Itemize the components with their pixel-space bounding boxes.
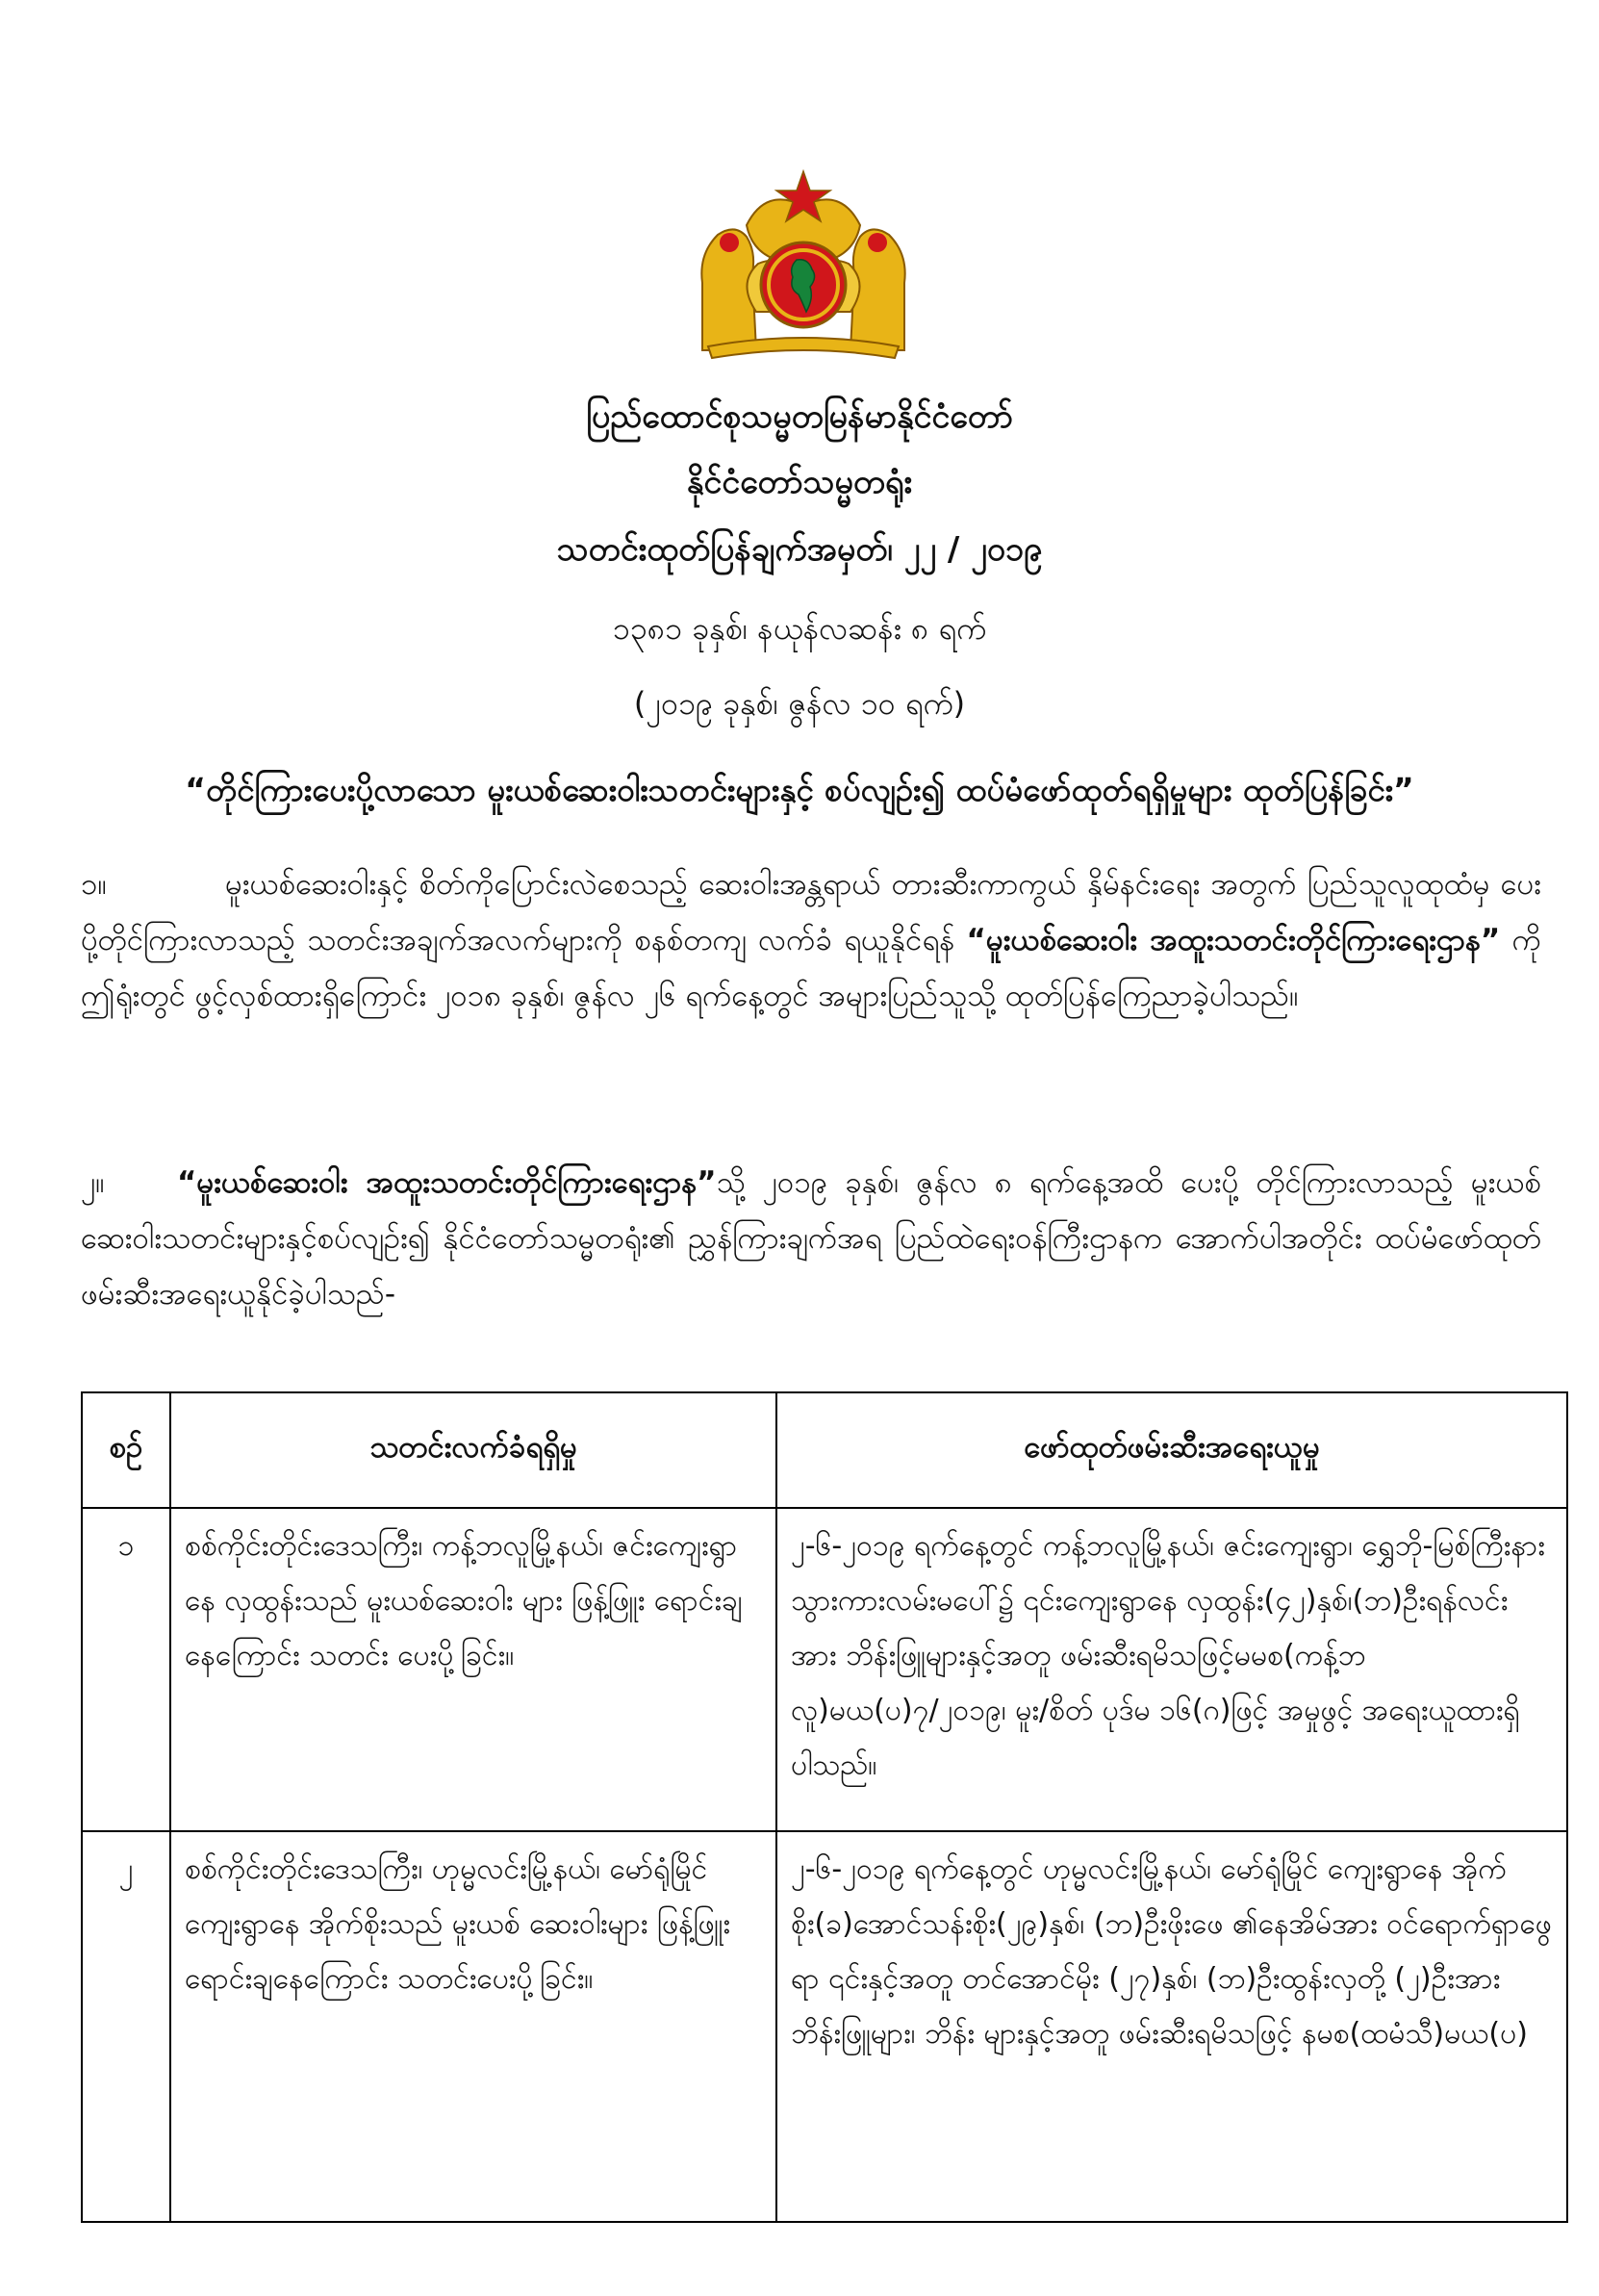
report-table <box>81 1391 1568 2223</box>
office-name: နိုင်ငံတော်သမ္မတရုံး <box>686 463 913 501</box>
subject-heading: “တိုင်ကြားပေးပို့လာသော မူးယစ်ဆေးဝါးသတင်းများနှင့် စပ်လျဉ်း၍ ထပ်မံဖော်ထုတ်ရရှိမှုများ ထုတ်ပြန်ခြင်း” <box>185 771 1414 808</box>
paragraph-number: ၂။ <box>81 1165 105 1200</box>
column-header-info: သတင်းလက်ခံရရှိမှု <box>170 1392 776 1508</box>
paragraph-2 <box>81 1155 1541 1322</box>
table-header-row <box>82 1392 1567 1508</box>
row-action: ၂-၆-၂၀၁၉ ရက်နေ့တွင် ဟုမ္မလင်းမြို့နယ်၊ မော်ရုံမြိုင် ကျေးရွာနေ အိုက်စိုး(ခ)အောင်သန်းစိုး(၂၉)နှစ်၊ (ဘ)ဦးဖိုးဖေ ၏နေအိမ်အား ဝင်ရောက်ရှာဖွေရာ ၎င်းနှင့်အတူ တင်အောင်မိုး (၂၇)နှစ်၊ (ဘ)ဦးထွန်းလှတို့ (၂)ဦးအား ဘိန်းဖြူများ၊ ဘိန်း များနှင့်အတူ ဖမ်းဆီးရမိသဖြင့် နမစ(ထမံသီ)မယ(ပ) <box>776 1831 1567 2222</box>
row-info: စစ်ကိုင်းတိုင်းဒေသကြီး၊ ဟုမ္မလင်းမြို့နယ်၊ မော်ရုံမြိုင်ကျေးရွာနေ အိုက်စိုးသည် မူးယစ် ဆေးဝါးများ ဖြန့်ဖြူးရောင်းချနေကြောင်း သတင်းပေးပို့ခြင်း။ <box>170 1831 776 2222</box>
row-number: ၂ <box>82 1831 170 2222</box>
paragraph-1 <box>81 856 1541 1024</box>
column-header-action: ဖော်ထုတ်ဖမ်းဆီးအရေးယူမှု <box>776 1392 1567 1508</box>
announcement-number: သတင်းထုတ်ပြန်ချက်အမှတ်၊ ၂၂ / ၂၀၁၉ <box>556 530 1043 569</box>
paragraph-bold-text: “မူးယစ်ဆေးဝါး အထူးသတင်းတိုင်ကြားရေးဌာန” <box>966 923 1501 957</box>
paragraph-bold-text: “မူးယစ်ဆေးဝါး အထူးသတင်းတိုင်ကြားရေးဌာန” <box>177 1165 717 1200</box>
date-gregorian: (၂၀၁၉ ခုနှစ်၊ ဇွန်လ ၁၀ ရက်) <box>633 685 966 722</box>
paragraph-text: သို့ ၂၀၁၉ ခုနှစ်၊ ဇွန်လ ၈ ရက်နေ့အထိ ပေးပို့ တိုင်ကြားလာသည့် မူးယစ်ဆေးဝါးသတင်းများနှင့်စပ်လျဉ်း၍ နိုင်ငံတော်သမ္မတရုံး၏ ညွှန်ကြားချက်အရ ပြည်ထဲရေးဝန်ကြီးဌာနက အောက်ပါအတိုင်း ထပ်မံဖော်ထုတ်ဖမ်းဆီးအရေးယူနိုင်ခဲ့ပါသည်- <box>81 1165 1541 1312</box>
state-title: ပြည်ထောင်စုသမ္မတမြန်မာနိုင်ငံတော် <box>586 397 1013 436</box>
paragraph-number: ၁။ <box>81 867 107 902</box>
table-row <box>82 1831 1567 2222</box>
table-row <box>82 1508 1567 1831</box>
state-emblem-icon <box>689 167 918 360</box>
paragraph-text: ကို ဤရုံးတွင် ဖွင့်လှစ်ထားရှိကြောင်း ၂၀၁၈ ခုနှစ်၊ ဇွန်လ ၂၆ ရက်နေ့တွင် အများပြည်သူသို့ ထုတ်ပြန်ကြေညာခဲ့ပါသည်။ <box>81 923 1541 1013</box>
column-header-no: စဉ် <box>82 1392 170 1508</box>
paragraph-text: မူးယစ်ဆေးဝါးနှင့် စိတ်ကိုပြောင်းလဲစေသည့် ဆေးဝါးအန္တရာယ် တားဆီးကာကွယ် နှိမ်နင်းရေး အတွက် ပြည်သူလူထုထံမှ ပေးပို့တိုင်ကြားလာသည့် သတင်းအချက်အလက်များကို စနစ်တကျ လက်ခံ ရယူနိုင်ရန် <box>81 867 1541 957</box>
row-number: ၁ <box>82 1508 170 1831</box>
date-myanmar: ၁၃၈၁ ခုနှစ်၊ နယုန်လဆန်း ၈ ရက် <box>612 610 987 647</box>
row-info: စစ်ကိုင်းတိုင်းဒေသကြီး၊ ကန့်ဘလူမြို့နယ်၊ ဇင်းကျေးရွာနေ လှထွန်းသည် မူးယစ်ဆေးဝါး များ ဖြန့်ဖြူး ရောင်းချနေကြောင်း သတင်း ပေးပို့ခြင်း။ <box>170 1508 776 1831</box>
row-action: ၂-၆-၂၀၁၉ ရက်နေ့တွင် ကန့်ဘလူမြို့နယ်၊ ဇင်းကျေးရွာ၊ ရွှေဘို-မြစ်ကြီးနားသွားကားလမ်းမပေါ်၌ ၎င်းကျေးရွာနေ လှထွန်း(၄၂)နှစ်၊(ဘ)ဦးရန်လင်းအား ဘိန်းဖြူများနှင့်အတူ ဖမ်းဆီးရမိသဖြင့်မမစ(ကန့်ဘလူ)မယ(ပ)၇/၂၀၁၉၊ မူး/စိတ် ပုဒ်မ ၁၆(ဂ)ဖြင့် အမှုဖွင့် အရေးယူထားရှိပါသည်။ <box>776 1508 1567 1831</box>
